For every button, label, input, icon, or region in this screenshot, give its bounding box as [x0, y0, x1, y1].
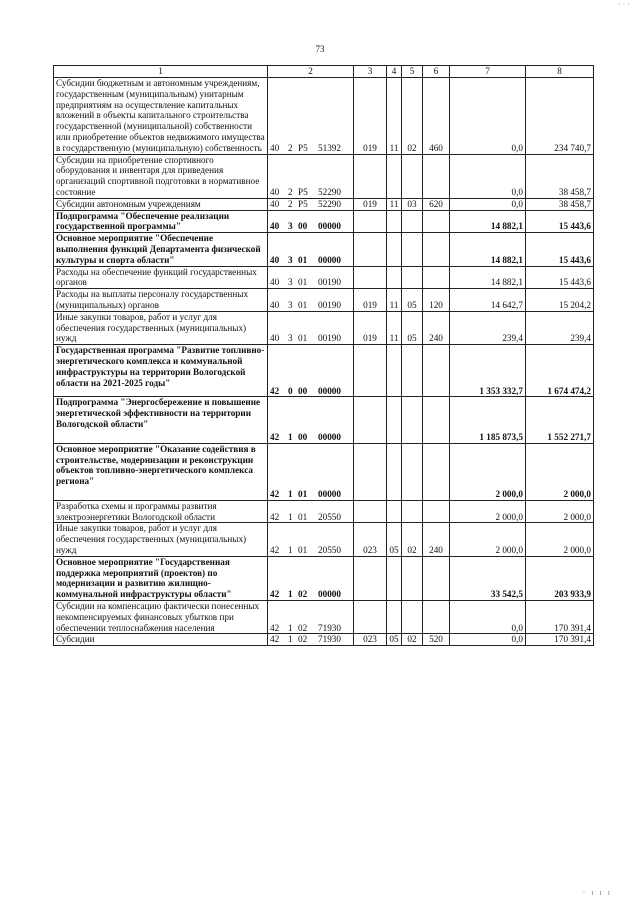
table-row: [54, 345, 594, 397]
code-direction: 00000: [318, 385, 341, 396]
target-code: [268, 634, 354, 646]
ministry-code: [354, 556, 387, 600]
amount-year-2: 1 552 271,7: [526, 397, 594, 443]
ministry-code: [354, 210, 387, 233]
code-event: Р5: [298, 142, 308, 153]
amount-year-2: 15 443,6: [526, 210, 594, 233]
section-code: [387, 443, 402, 500]
corner-mark: · ı ı ı: [582, 888, 612, 897]
code-event: Р5: [298, 198, 308, 209]
code-program: 40: [270, 186, 280, 197]
subsection-code: [402, 500, 423, 523]
row-name: Субсидии на компенсацию фактически понесенных некомпенсируемых финансовых убытков при обеспечении теплоснабжения населения: [54, 601, 268, 634]
amount-year-1: 1 353 332,7: [450, 345, 526, 397]
code-program: 42: [270, 511, 280, 522]
code-program: 40: [270, 299, 280, 310]
amount-year-2: 2 000,0: [526, 523, 594, 556]
ministry-code: 023: [354, 634, 387, 646]
amount-year-1: 0,0: [450, 154, 526, 198]
subsection-code: [402, 345, 423, 397]
code-subprogram: 1: [288, 589, 293, 600]
section-code: 11: [387, 289, 402, 312]
ministry-code: 019: [354, 289, 387, 312]
section-code: 05: [387, 523, 402, 556]
table-row: [54, 78, 594, 155]
header-cell: 8: [526, 66, 594, 78]
subsection-code: [402, 266, 423, 289]
code-event: 00: [298, 431, 308, 442]
page-number: 73: [315, 44, 325, 54]
row-name: Основное мероприятие "Государственная поддержка мероприятий (проектов) по модернизации и развитию жилищно-коммунальной инфраструктуры области": [54, 556, 268, 600]
ministry-code: [354, 154, 387, 198]
ministry-code: [354, 233, 387, 266]
section-code: 11: [387, 78, 402, 155]
subsection-code: 03: [402, 198, 423, 210]
code-event: 01: [298, 545, 308, 556]
subsection-code: 02: [402, 78, 423, 155]
code-event: 02: [298, 589, 308, 600]
amount-year-1: 14 882,1: [450, 233, 526, 266]
section-code: [387, 500, 402, 523]
section-code: 11: [387, 198, 402, 210]
header-cell: 5: [402, 66, 423, 78]
target-code: [268, 154, 354, 198]
code-subprogram: 3: [288, 299, 293, 310]
header-cell: 2: [268, 66, 354, 78]
header-cell: 4: [387, 66, 402, 78]
expense-type-code: [423, 397, 450, 443]
target-code: [268, 500, 354, 523]
amount-year-1: 2 000,0: [450, 500, 526, 523]
amount-year-1: 0,0: [450, 78, 526, 155]
table-row: [54, 233, 594, 266]
amount-year-2: 170 391,4: [526, 634, 594, 646]
ministry-code: [354, 500, 387, 523]
target-code: [268, 601, 354, 634]
code-program: 42: [270, 634, 280, 645]
table-row: [54, 523, 594, 556]
subsection-code: [402, 397, 423, 443]
ministry-code: [354, 397, 387, 443]
table-row: [54, 556, 594, 600]
code-event: 01: [298, 277, 308, 288]
amount-year-1: 14 882,1: [450, 266, 526, 289]
code-program: 42: [270, 489, 280, 500]
code-event: 00: [298, 385, 308, 396]
section-code: [387, 601, 402, 634]
table-row: [54, 289, 594, 312]
code-subprogram: 3: [288, 277, 293, 288]
row-name: Субсидии автономным учреждениям: [54, 198, 268, 210]
code-subprogram: 2: [288, 142, 293, 153]
amount-year-2: 2 000,0: [526, 443, 594, 500]
expense-type-code: [423, 443, 450, 500]
amount-year-2: 15 443,6: [526, 233, 594, 266]
expense-type-code: [423, 233, 450, 266]
ministry-code: [354, 443, 387, 500]
code-event: 02: [298, 634, 308, 645]
code-program: 42: [270, 622, 280, 633]
table-row: [54, 601, 594, 634]
section-code: [387, 397, 402, 443]
expense-type-code: 240: [423, 523, 450, 556]
header-cell: 3: [354, 66, 387, 78]
target-code: [268, 210, 354, 233]
code-direction: 51392: [318, 142, 341, 153]
expense-type-code: 520: [423, 634, 450, 646]
code-event: 01: [298, 489, 308, 500]
code-direction: 00190: [318, 299, 341, 310]
amount-year-2: 1 674 474,2: [526, 345, 594, 397]
target-code: [268, 233, 354, 266]
code-direction: 71930: [318, 634, 341, 645]
subsection-code: [402, 556, 423, 600]
section-code: [387, 556, 402, 600]
code-subprogram: 3: [288, 221, 293, 232]
amount-year-2: 203 933,9: [526, 556, 594, 600]
code-direction: 00000: [318, 589, 341, 600]
budget-table: [53, 65, 594, 646]
code-direction: 20550: [318, 511, 341, 522]
code-subprogram: 3: [288, 333, 293, 344]
code-direction: 00000: [318, 221, 341, 232]
row-name: Иные закупки товаров, работ и услуг для обеспечения государственных (муниципальных) нужд: [54, 523, 268, 556]
amount-year-2: 15 204,2: [526, 289, 594, 312]
amount-year-1: 0,0: [450, 601, 526, 634]
subsection-code: [402, 210, 423, 233]
code-program: 40: [270, 142, 280, 153]
expense-type-code: 620: [423, 198, 450, 210]
section-code: 05: [387, 634, 402, 646]
ministry-code: [354, 601, 387, 634]
corner-mark: · · ·: [618, 0, 630, 9]
row-name: Расходы на обеспечение функций государственных органов: [54, 266, 268, 289]
ministry-code: [354, 266, 387, 289]
row-name: Разработка схемы и программы развития электроэнергетики Вологодской области: [54, 500, 268, 523]
amount-year-1: 2 000,0: [450, 523, 526, 556]
table-row: [54, 210, 594, 233]
code-event: 01: [298, 254, 308, 265]
section-code: 11: [387, 311, 402, 344]
section-code: [387, 233, 402, 266]
row-name: Субсидии бюджетным и автономным учреждениям, государственным (муниципальным) унитарным предприятиям на осуществление капитальных вложений в объекты капитального строительства государственной (муниципальной) собственности или приобретение объектов недвижимого имущества в государственную (муниципальную) собственность: [54, 78, 268, 155]
table-row: [54, 443, 594, 500]
target-code: [268, 289, 354, 312]
code-program: 40: [270, 198, 280, 209]
code-event: 01: [298, 299, 308, 310]
row-name: Подпрограмма "Энергосбережение и повышение энергетической эффективности на территории Вологодской области": [54, 397, 268, 443]
code-program: 40: [270, 333, 280, 344]
expense-type-code: [423, 154, 450, 198]
target-code: [268, 78, 354, 155]
code-direction: 00190: [318, 277, 341, 288]
code-subprogram: 0: [288, 385, 293, 396]
table-row: [54, 311, 594, 344]
target-code: [268, 311, 354, 344]
row-name: Субсидии на приобретение спортивного оборудования и инвентаря для приведения организаций спортивной подготовки в нормативное состояние: [54, 154, 268, 198]
row-name: Основное мероприятие "Оказание содействия в строительстве, модернизации и реконструкции объектов топливно-энергетического комплекса региона": [54, 443, 268, 500]
code-event: Р5: [298, 186, 308, 197]
code-direction: 52290: [318, 198, 341, 209]
code-program: 40: [270, 254, 280, 265]
amount-year-2: 38 458,7: [526, 198, 594, 210]
ministry-code: 019: [354, 198, 387, 210]
code-subprogram: 1: [288, 431, 293, 442]
table-row: [54, 500, 594, 523]
code-subprogram: 1: [288, 511, 293, 522]
target-code: [268, 198, 354, 210]
row-name: Субсидии: [54, 634, 268, 646]
header-row: [54, 66, 594, 78]
code-subprogram: 3: [288, 254, 293, 265]
code-event: 00: [298, 221, 308, 232]
amount-year-1: 239,4: [450, 311, 526, 344]
expense-type-code: 460: [423, 78, 450, 155]
amount-year-2: 38 458,7: [526, 154, 594, 198]
expense-type-code: 120: [423, 289, 450, 312]
code-subprogram: 2: [288, 198, 293, 209]
expense-type-code: [423, 601, 450, 634]
target-code: [268, 397, 354, 443]
table-row: [54, 154, 594, 198]
target-code: [268, 556, 354, 600]
subsection-code: 02: [402, 634, 423, 646]
code-subprogram: 2: [288, 186, 293, 197]
row-name: Подпрограмма "Обеспечение реализации государственной программы": [54, 210, 268, 233]
header-cell: 7: [450, 66, 526, 78]
target-code: [268, 443, 354, 500]
code-direction: 20550: [318, 545, 341, 556]
table-row: [54, 266, 594, 289]
section-code: [387, 345, 402, 397]
code-subprogram: 1: [288, 545, 293, 556]
row-name: Расходы на выплаты персоналу государственных (муниципальных) органов: [54, 289, 268, 312]
amount-year-1: 1 185 873,5: [450, 397, 526, 443]
code-event: 02: [298, 622, 308, 633]
code-program: 42: [270, 431, 280, 442]
section-code: [387, 210, 402, 233]
code-subprogram: 1: [288, 634, 293, 645]
code-direction: 00000: [318, 254, 341, 265]
row-name: Основное мероприятие "Обеспечение выполнения функций Департамента физической культуры и спорта области": [54, 233, 268, 266]
code-program: 40: [270, 221, 280, 232]
expense-type-code: 240: [423, 311, 450, 344]
table-row: [54, 634, 594, 646]
amount-year-1: 33 542,5: [450, 556, 526, 600]
expense-type-code: [423, 500, 450, 523]
code-program: 42: [270, 545, 280, 556]
expense-type-code: [423, 210, 450, 233]
table-row: [54, 198, 594, 210]
target-code: [268, 345, 354, 397]
code-program: 42: [270, 385, 280, 396]
section-code: [387, 266, 402, 289]
subsection-code: 05: [402, 311, 423, 344]
subsection-code: [402, 601, 423, 634]
expense-type-code: [423, 556, 450, 600]
ministry-code: [354, 345, 387, 397]
ministry-code: 023: [354, 523, 387, 556]
subsection-code: [402, 233, 423, 266]
code-subprogram: 1: [288, 622, 293, 633]
target-code: [268, 266, 354, 289]
amount-year-1: 14 642,7: [450, 289, 526, 312]
code-direction: 71930: [318, 622, 341, 633]
code-direction: 00190: [318, 333, 341, 344]
expense-type-code: [423, 266, 450, 289]
ministry-code: 019: [354, 311, 387, 344]
code-direction: 52290: [318, 186, 341, 197]
code-event: 01: [298, 511, 308, 522]
ministry-code: 019: [354, 78, 387, 155]
table-row: [54, 397, 594, 443]
code-direction: 00000: [318, 489, 341, 500]
amount-year-2: 2 000,0: [526, 500, 594, 523]
amount-year-1: 2 000,0: [450, 443, 526, 500]
amount-year-1: 0,0: [450, 634, 526, 646]
amount-year-1: 14 882,1: [450, 210, 526, 233]
amount-year-2: 15 443,6: [526, 266, 594, 289]
header-cell: 1: [54, 66, 268, 78]
amount-year-2: 234 740,7: [526, 78, 594, 155]
subsection-code: [402, 154, 423, 198]
code-program: 42: [270, 589, 280, 600]
code-direction: 00000: [318, 431, 341, 442]
expense-type-code: [423, 345, 450, 397]
table-body: [54, 78, 594, 646]
header-cell: 6: [423, 66, 450, 78]
subsection-code: 02: [402, 523, 423, 556]
code-subprogram: 1: [288, 489, 293, 500]
row-name: Иные закупки товаров, работ и услуг для обеспечения государственных (муниципальных) нужд: [54, 311, 268, 344]
subsection-code: [402, 443, 423, 500]
target-code: [268, 523, 354, 556]
row-name: Государственная программа "Развитие топливно-энергетического комплекса и коммунальной инфраструктуры на территории Вологодской области на 2021-2025 годы": [54, 345, 268, 397]
code-program: 40: [270, 277, 280, 288]
amount-year-2: 170 391,4: [526, 601, 594, 634]
section-code: [387, 154, 402, 198]
amount-year-1: 0,0: [450, 198, 526, 210]
subsection-code: 05: [402, 289, 423, 312]
code-event: 01: [298, 333, 308, 344]
amount-year-2: 239,4: [526, 311, 594, 344]
